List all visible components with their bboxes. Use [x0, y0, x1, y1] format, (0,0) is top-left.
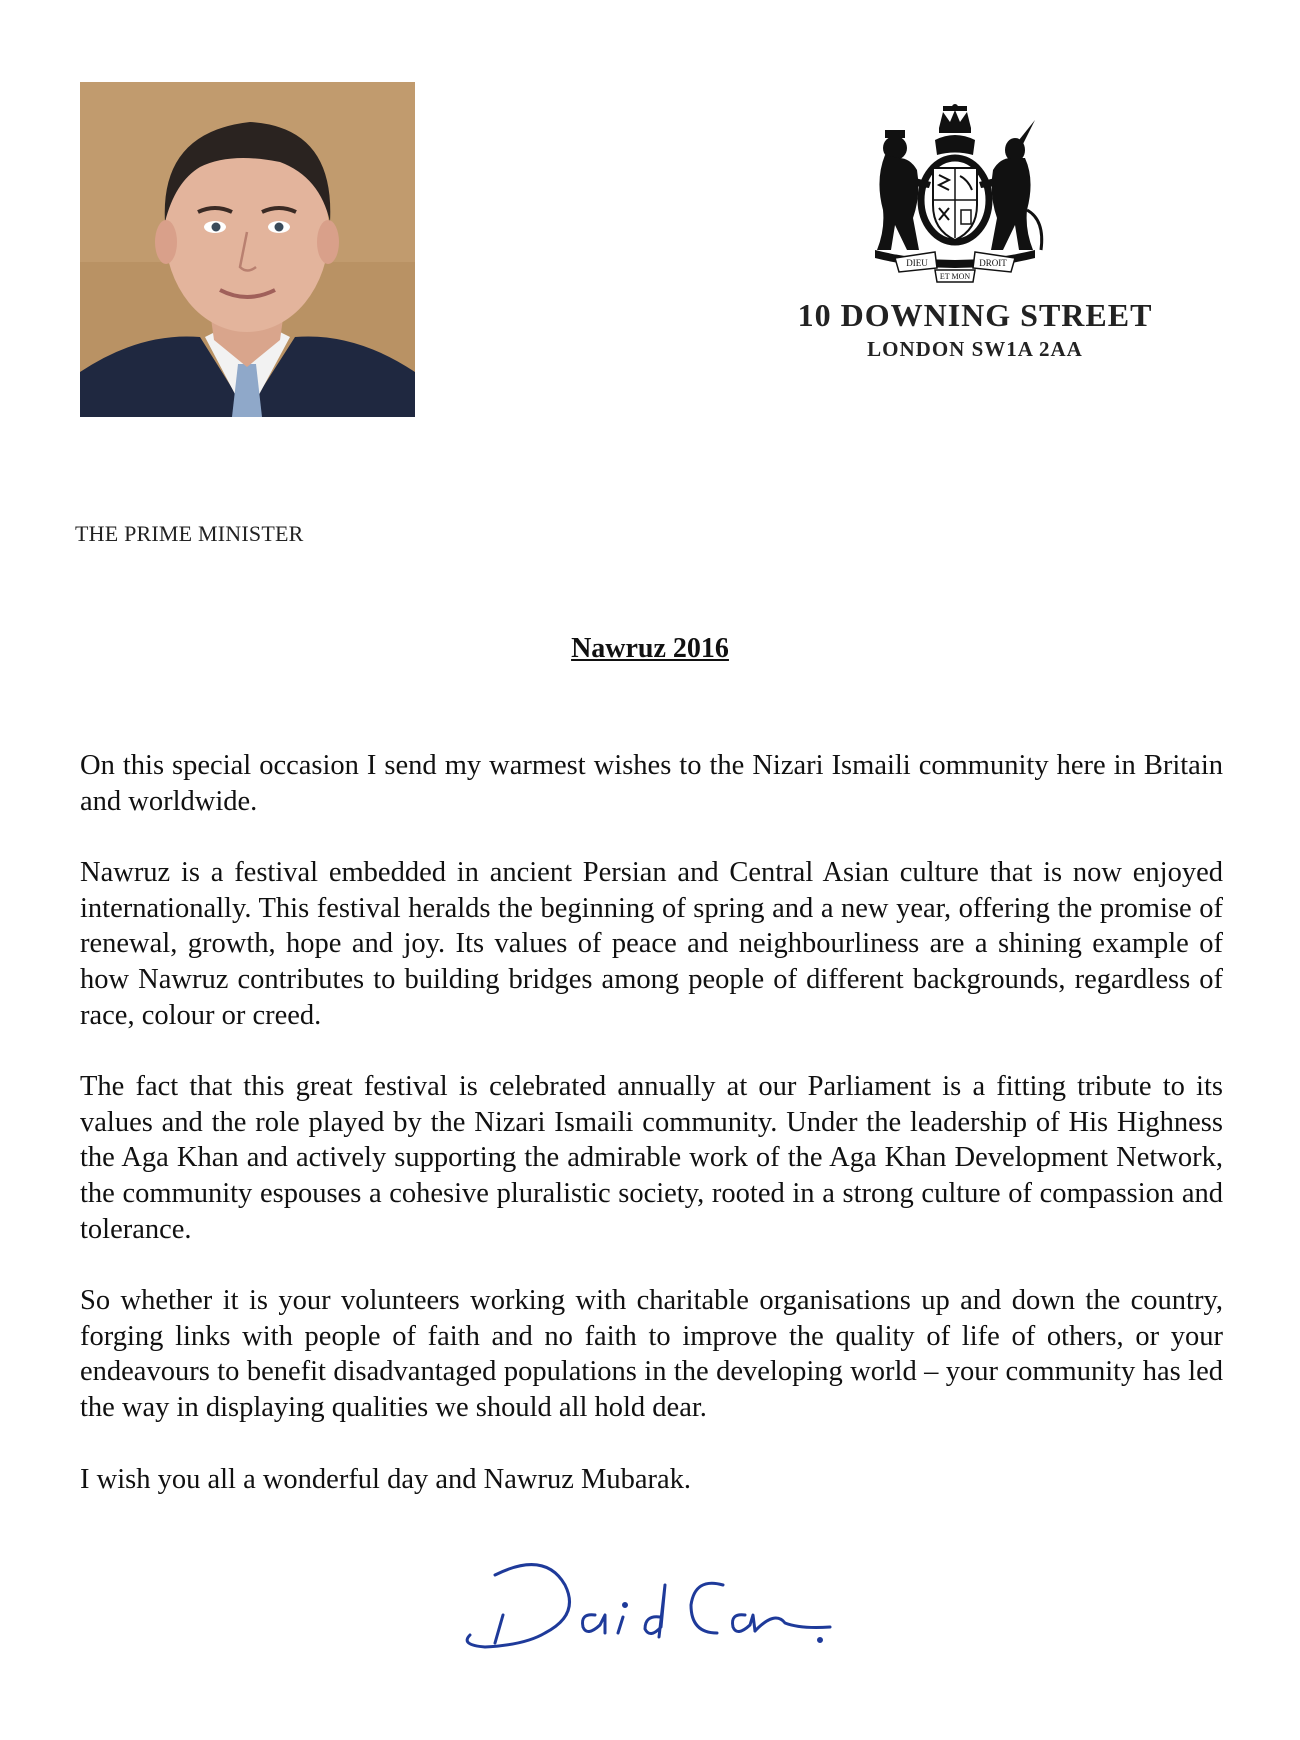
- royal-coat-of-arms-icon: [855, 100, 1055, 285]
- crest-motto-left: DIEU: [906, 258, 928, 268]
- portrait-photo: [80, 82, 415, 417]
- paragraph: On this special occasion I send my warmest wishes to the Nizari Ismaili community here in Britain and worldwide.: [80, 750, 1223, 817]
- sender-title: THE PRIME MINISTER: [75, 521, 304, 546]
- letter-body: [80, 748, 1223, 1533]
- address-line-1: 10 DOWNING STREET: [797, 297, 1153, 333]
- paragraph: I wish you all a wonderful day and Nawruz Mubarak.: [80, 1463, 691, 1495]
- handwritten-signature: [455, 1555, 850, 1665]
- paragraph: The fact that this great festival is celebrated annually at our Parliament is a fitting tribute to its values and the role played by the Nizari Ismaili community. Under the leadership of His Highness the Aga Khan and actively supporting the admirable work of the Aga Khan Development Network, the community espouses a cohesive pluralistic society, rooted in a strong culture of compassion and tolerance.: [80, 1071, 1223, 1245]
- paragraph: Nawruz is a festival embedded in ancient Persian and Central Asian culture that is now enjoyed internationally. This festival heralds the beginning of spring and a new year, offering the promise of renewal, growth, hope and joy. Its values of peace and neighbourliness are a shining example of how Nawruz contributes to building bridges among people of different backgrounds, regardless of race, colour or creed.: [80, 857, 1223, 1031]
- crest-motto-right: DROIT: [979, 258, 1007, 268]
- letter-title: Nawruz 2016: [571, 633, 729, 664]
- address-line-2: LONDON SW1A 2AA: [867, 337, 1083, 361]
- paragraph: So whether it is your volunteers working with charitable organisations up and down the country, forging links with people of faith and no faith to improve the quality of life of others, or your endeavours to benefit disadvantaged populations in the developing world – your community has led the way in displaying qualities we should all hold dear.: [80, 1285, 1223, 1423]
- crest-motto-center: ET MON: [939, 272, 971, 281]
